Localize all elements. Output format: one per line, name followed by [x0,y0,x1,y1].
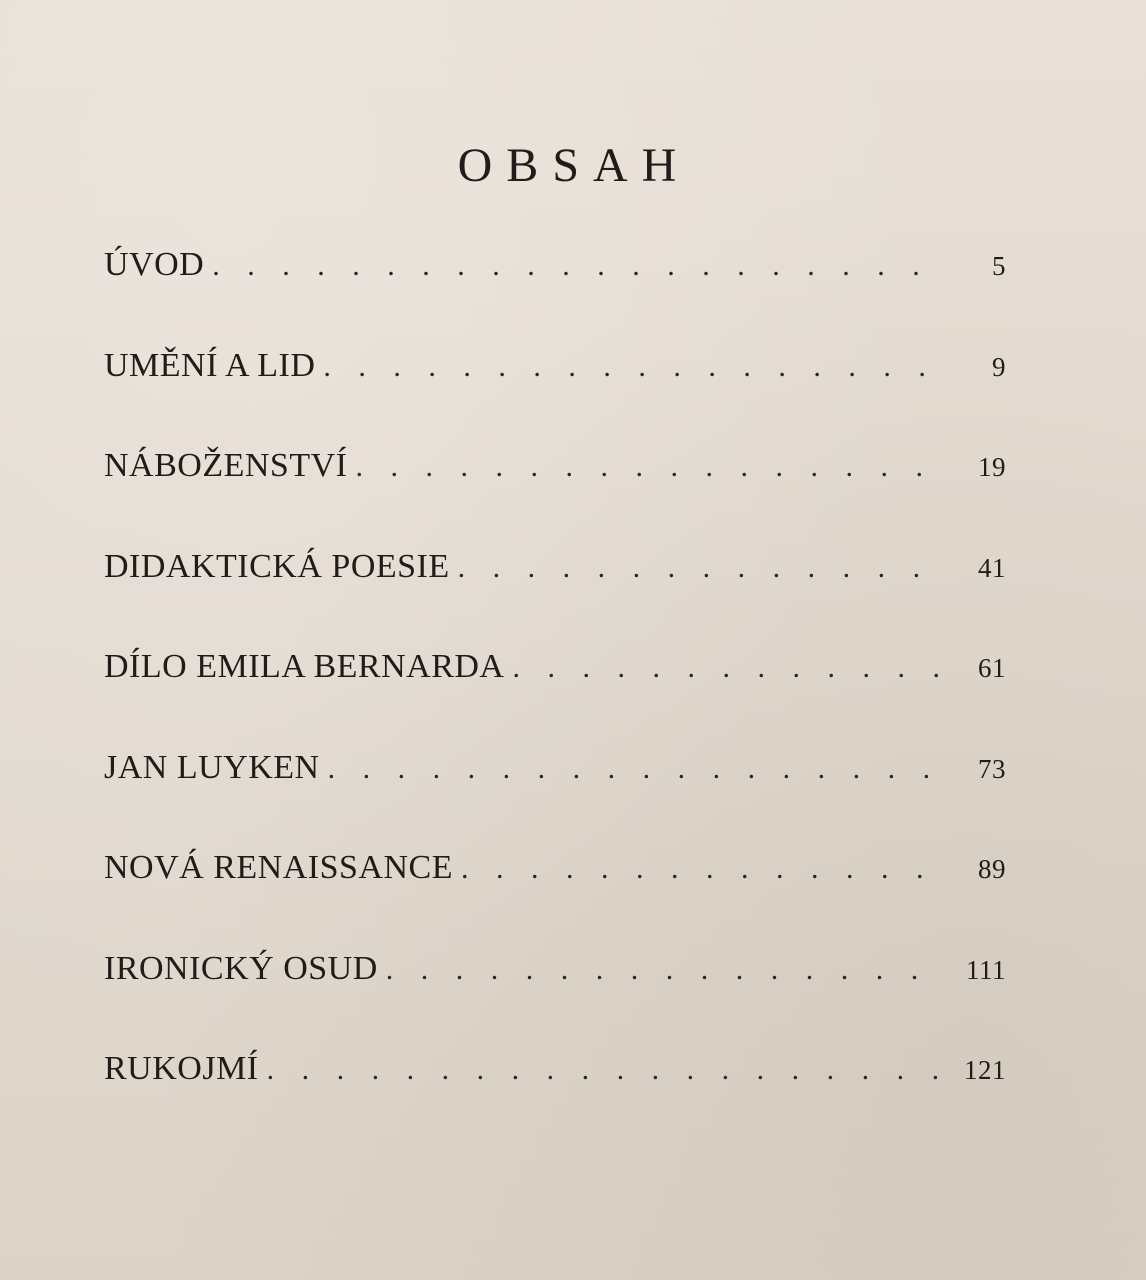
dot-leader [355,450,940,484]
dot-leader [267,1053,940,1087]
dot-leader [512,651,940,685]
toc-page-number: 89 [978,854,1006,884]
toc-page-number: 5 [992,251,1006,281]
toc-page-number: 19 [978,452,1006,482]
toc-entry [104,849,1006,950]
toc-entry-title: DÍLO EMILA BERNARDA [104,648,505,685]
dot-leader [458,551,940,585]
dot-leader [386,953,940,987]
toc-entry-title: ÚVOD [104,246,205,283]
toc-page-number: 41 [978,552,1006,583]
toc-entry [104,447,1006,548]
toc-entry-title: RUKOJMÍ [104,1050,259,1087]
toc-entry [104,347,1006,448]
toc-page-number: 73 [978,753,1006,784]
toc-page-number: 111 [966,954,1006,985]
toc-page-number: 9 [992,351,1006,382]
dot-leader [212,249,940,283]
toc-entry [104,548,1006,649]
toc-entry-title: NÁBOŽENSTVÍ [104,447,348,484]
dot-leader [323,350,940,384]
table-of-contents [104,246,1006,1151]
toc-page-number: 121 [964,1055,1006,1085]
toc-entry [104,1050,1006,1151]
toc-entry [104,246,1006,347]
toc-entry [104,950,1006,1051]
toc-entry [104,648,1006,749]
toc-entry-title: DIDAKTICKÁ POESIE [104,547,450,585]
page-title: OBSAH [457,139,691,192]
toc-page-number: 61 [978,653,1006,683]
toc-entry-title: NOVÁ RENAISSANCE [104,849,453,886]
toc-entry-title: JAN LUYKEN [104,748,320,786]
toc-entry-title: IRONICKÝ OSUD [104,949,378,987]
dot-leader [461,852,940,886]
dot-leader [328,752,940,786]
toc-entry-title: UMĚNÍ A LID [104,346,316,384]
toc-entry [104,749,1006,850]
